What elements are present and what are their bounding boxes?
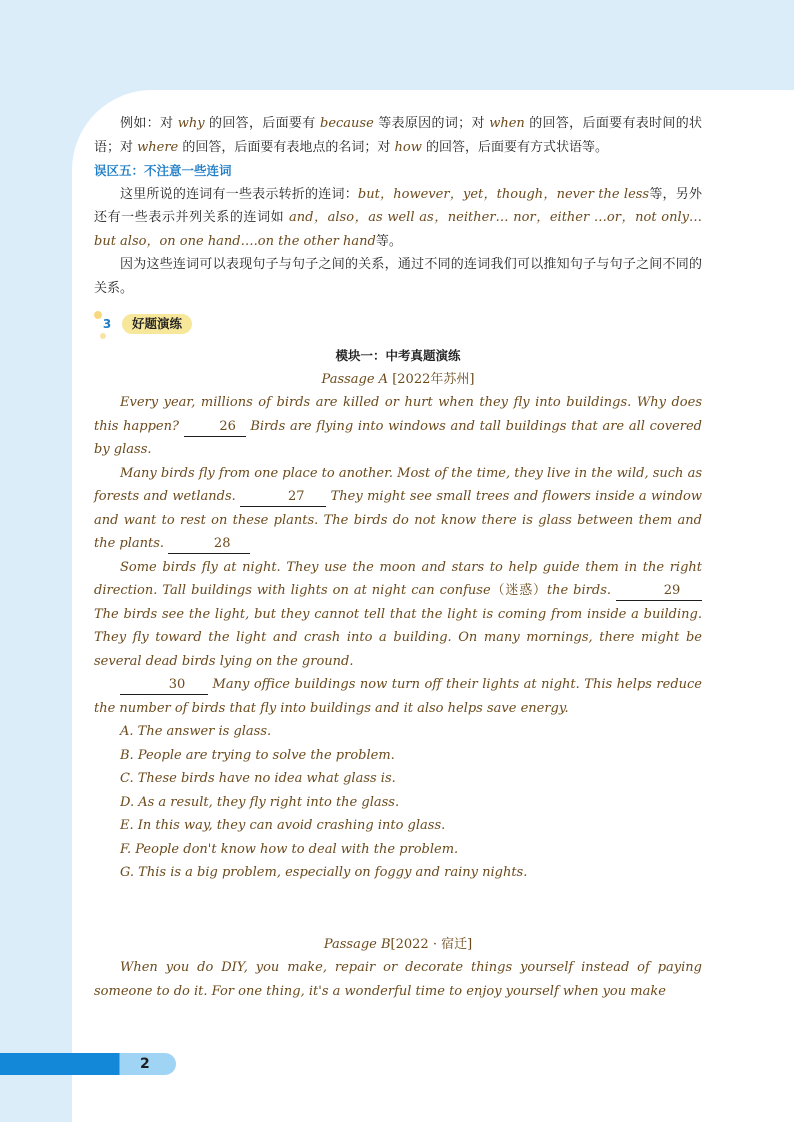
passage-a-paragraph-3: Some birds fly at night. They use the moon and stars to help guide them in the right direction. Tall buildings with lights on at night can confuse（迷惑）the birds. 29 The birds see the light, but they cannot tell that the light is coming from inside a building. They fly toward the light and crash into a building. On many mornings, there might be several dead birds lying on the ground. bbox=[94, 559, 702, 669]
spacer bbox=[94, 885, 702, 933]
option-c: C. These birds have no idea what glass is. bbox=[120, 771, 396, 786]
option-g: G. This is a big problem, especially on foggy and rainy nights. bbox=[120, 865, 528, 880]
passage-a-title: Passage A [2022年苏州] bbox=[321, 371, 475, 387]
blank-27[interactable]: 27 bbox=[240, 488, 326, 507]
blank-29[interactable]: 29 bbox=[616, 582, 702, 601]
option-a: A. The answer is glass. bbox=[120, 724, 272, 739]
passage-a-paragraph-4: 30 Many office buildings now turn off their lights at night. This helps reduce the number of birds that fly into buildings and it also helps save energy. bbox=[94, 677, 702, 716]
section-number: 3 bbox=[98, 315, 116, 333]
option-d: D. As a result, they fly right into the glass. bbox=[120, 794, 400, 810]
document-body bbox=[94, 112, 702, 1003]
passage-b-paragraph-1: When you do DIY, you make, repair or decorate things yourself instead of paying someone to do it. For one thing, it's a wonderful time to enjoy yourself when you make bbox=[94, 960, 702, 999]
section-badge bbox=[98, 314, 192, 334]
intro-paragraph-2: 这里所说的连词有一些表示转折的连词：but，however，yet，though，never the less等，另外还有一些表示并列关系的连词如 and，also，as well as，neither… nor，either …or，not only… but also，on one hand….on the other hand等。 bbox=[94, 186, 702, 249]
intro-paragraph-3: 因为这些连词可以表现句子与句子之间的关系，通过不同的连词我们可以推知句子与句子之间不同的关系。 bbox=[94, 257, 702, 296]
module-title: 模块一：中考真题演练 bbox=[335, 348, 461, 363]
option-e: E. In this way, they can avoid crashing into glass. bbox=[120, 818, 446, 833]
page-number: 2 bbox=[140, 1056, 150, 1072]
section-heading-mistake-5: 误区五：不注意一些连词 bbox=[94, 163, 232, 178]
passage-b-title: Passage B[2022 · 宿迁] bbox=[323, 936, 473, 952]
blank-28[interactable]: 28 bbox=[168, 535, 250, 554]
blank-26[interactable]: 26 bbox=[184, 418, 246, 437]
section-label: 好题演练 bbox=[122, 314, 192, 334]
option-b: B. People are trying to solve the problem. bbox=[120, 747, 395, 763]
blank-30[interactable]: 30 bbox=[120, 676, 208, 695]
option-f: F. People don't know how to deal with the problem. bbox=[120, 841, 459, 857]
passage-a-paragraph-1: Every year, millions of birds are killed or hurt when they fly into buildings. Why does this happen? 26 Birds are flying into windows and tall buildings that are all covered by glass. bbox=[94, 395, 702, 457]
intro-paragraph-1: 例如：对 why 的回答，后面要有 because 等表原因的词；对 when 的回答，后面要有表时间的状语；对 where 的回答，后面要有表地点的名词；对 how 的回答，后面要有方式状语等。 bbox=[94, 116, 703, 155]
passage-a-paragraph-2: Many birds fly from one place to another. Most of the time, they live in the wild, such as forests and wetlands. 27 They might see small trees and flowers inside a window and want to rest on these plants. The birds do not know there is glass between them and the plants. 28 bbox=[94, 462, 702, 556]
